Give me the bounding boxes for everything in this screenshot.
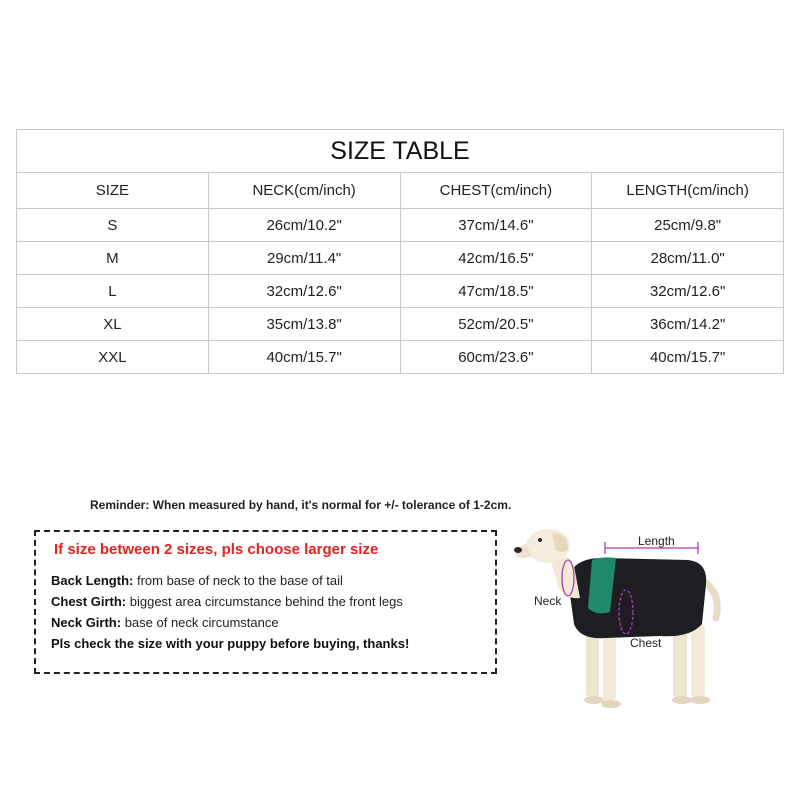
neck-cell: 35cm/13.8" (208, 308, 400, 341)
size-table (16, 129, 784, 374)
chest-cell: 52cm/20.5" (400, 308, 592, 341)
note-term: Chest Girth: (51, 594, 127, 609)
length-cell: 32cm/12.6" (592, 275, 784, 308)
neck-cell: 26cm/10.2" (208, 209, 400, 242)
measurement-notes-box (34, 530, 497, 674)
neck-cell: 40cm/15.7" (208, 341, 400, 374)
table-row (17, 209, 784, 242)
note-term: Back Length: (51, 573, 134, 588)
size-cell: M (17, 242, 209, 275)
length-cell: 36cm/14.2" (592, 308, 784, 341)
table-row (17, 275, 784, 308)
neck-girth-note (51, 615, 279, 630)
check-size-note: Pls check the size with your puppy before buying, thanks! (51, 636, 410, 651)
chest-label: Chest (630, 636, 662, 650)
note-desc: from base of neck to the base of tail (133, 573, 343, 588)
neck-cell: 29cm/11.4" (208, 242, 400, 275)
size-cell: XXL (17, 341, 209, 374)
size-cell: L (17, 275, 209, 308)
header-length: LENGTH(cm/inch) (592, 173, 784, 209)
dog-measurement-diagram (510, 520, 780, 720)
chest-cell: 60cm/23.6" (400, 341, 592, 374)
note-desc: base of neck circumstance (121, 615, 279, 630)
length-cell: 40cm/15.7" (592, 341, 784, 374)
size-advice-title: If size between 2 sizes, pls choose larger size (54, 541, 379, 558)
back-length-note (51, 573, 343, 588)
header-chest: CHEST(cm/inch) (400, 173, 592, 209)
size-cell: S (17, 209, 209, 242)
length-cell: 25cm/9.8" (592, 209, 784, 242)
chest-cell: 37cm/14.6" (400, 209, 592, 242)
size-cell: XL (17, 308, 209, 341)
table-header-row (17, 173, 784, 209)
note-term: Neck Girth: (51, 615, 122, 630)
neck-label: Neck (534, 594, 562, 608)
table-title: SIZE TABLE (17, 130, 784, 173)
chest-girth-note (51, 594, 403, 609)
length-label: Length (638, 534, 675, 548)
note-desc: biggest area circumstance behind the front legs (126, 594, 403, 609)
tolerance-reminder: Reminder: When measured by hand, it's normal for +/- tolerance of 1-2cm. (90, 498, 512, 512)
chest-cell: 47cm/18.5" (400, 275, 592, 308)
header-size: SIZE (17, 173, 209, 209)
table-row (17, 242, 784, 275)
length-cell: 28cm/11.0" (592, 242, 784, 275)
table-row (17, 341, 784, 374)
neck-cell: 32cm/12.6" (208, 275, 400, 308)
table-row (17, 308, 784, 341)
chest-cell: 42cm/16.5" (400, 242, 592, 275)
header-neck: NECK(cm/inch) (208, 173, 400, 209)
dog-illustration (510, 520, 780, 720)
